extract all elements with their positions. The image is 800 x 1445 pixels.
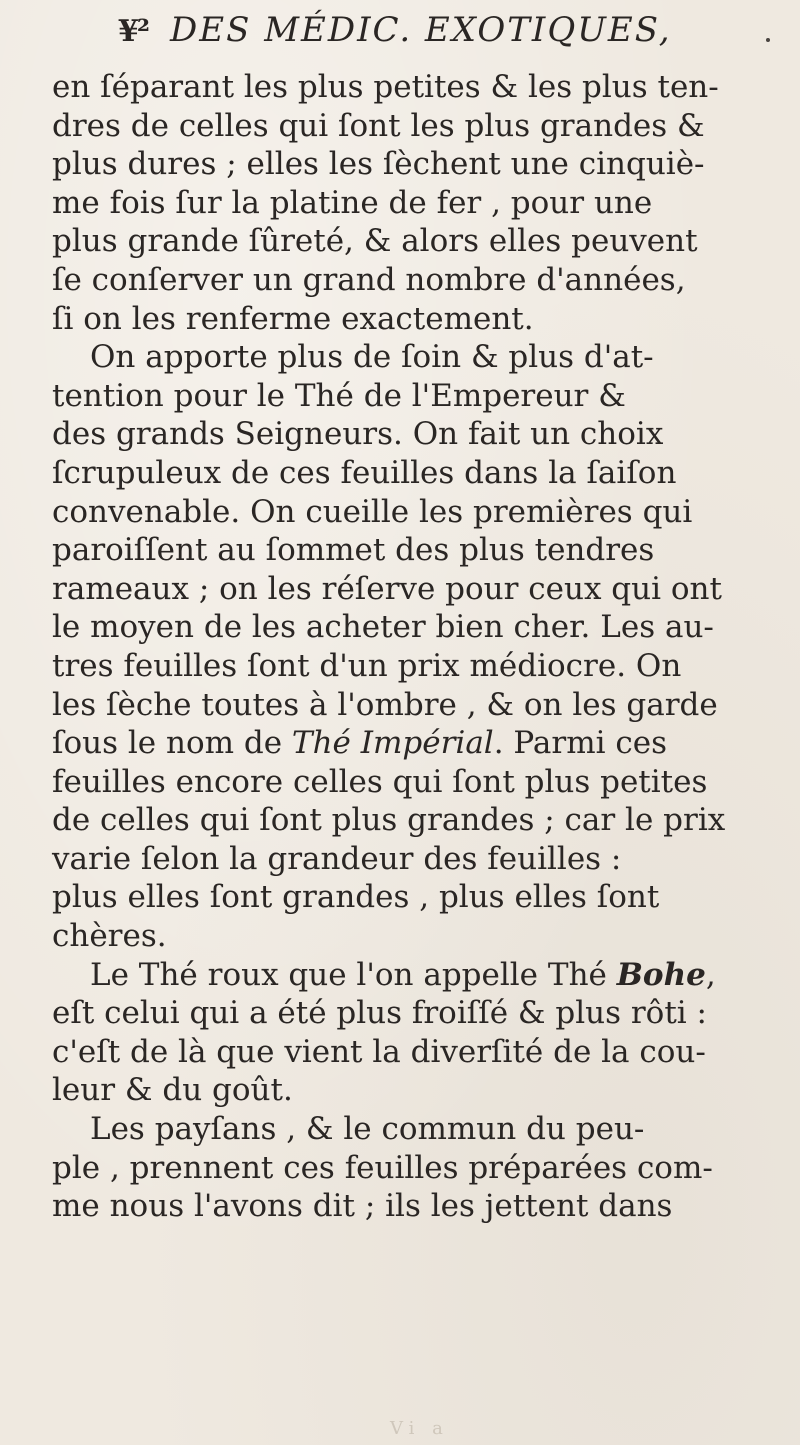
text-line: plus elles ſont grandes , plus elles ſont [52, 879, 660, 916]
text-line: le moyen de les acheter bien cher. Les au- [52, 609, 714, 646]
ink-speck [766, 38, 770, 42]
paragraph-start-line: On apporte plus de ſoin & plus d'at- [90, 339, 654, 376]
text-line: rameaux ; on les réſerve pour ceux qui ont [52, 570, 722, 607]
page-number: ¥² [118, 14, 149, 49]
text-line: en ſéparant les plus petites & les plus ten- [52, 69, 719, 105]
running-header [118, 10, 672, 70]
text-line: plus dures ; elles les ſèchent une cinquiè- [52, 146, 705, 183]
text-line: convenable. On cueille les premières qui [52, 493, 693, 530]
body-text [52, 68, 772, 1226]
text-line: ple , prennent ces feuilles préparées com- [52, 1149, 713, 1186]
text-line: des grands Seigneurs. On fait un choix [52, 416, 664, 453]
text-line: varie ſelon la grandeur des feuilles : [52, 840, 622, 877]
text-line: ſcrupuleux de ces feuilles dans la ſaiſon [52, 454, 677, 491]
text-line: me fois ſur la platine de fer , pour une [52, 184, 653, 221]
text-line: ſe conſerver un grand nombre d'années, [52, 261, 686, 298]
text-line: tres feuilles ſont d'un prix médiocre. On [52, 647, 682, 684]
text-line: chères. [52, 918, 167, 955]
paragraph-start-line: Les payſans , & le commun du peu- [90, 1111, 645, 1148]
text-line: plus grande ſûreté, & alors elles peuvent [52, 223, 698, 260]
text-line: tention pour le Thé de l'Empereur & [52, 377, 626, 414]
text-line: ſous le nom de Thé Impérial. Parmi ces [52, 725, 667, 762]
paragraph-start-line: Le Thé roux que l'on appelle Thé Bohe, [90, 956, 716, 993]
emphasized-term: Bohe [616, 956, 706, 993]
text-line: paroiſſent au ſommet des plus tendres [52, 532, 655, 569]
text-line: c'eſt de là que vient la diverſité de la cou- [52, 1033, 706, 1070]
running-title: DES MÉDIC. EXOTIQUES, [170, 10, 672, 50]
text-line: ſi on les renferme exactement. [52, 300, 534, 337]
text-line: feuilles encore celles qui ſont plus petites [52, 763, 708, 800]
text-line: eſt celui qui a été plus froiſſé & plus rôti : [52, 995, 707, 1032]
text-line: dres de celles qui ſont les plus grandes & [52, 107, 705, 144]
text-line: me nous l'avons dit ; ils les jettent dans [52, 1188, 673, 1225]
text-line: leur & du goût. [52, 1072, 293, 1109]
emphasized-term: Thé Impérial [291, 725, 494, 762]
text-line: de celles qui ſont plus grandes ; car le prix [52, 802, 726, 839]
signature-mark: Vi a [390, 1418, 449, 1439]
text-line: les ſèche toutes à l'ombre , & on les garde [52, 686, 718, 723]
